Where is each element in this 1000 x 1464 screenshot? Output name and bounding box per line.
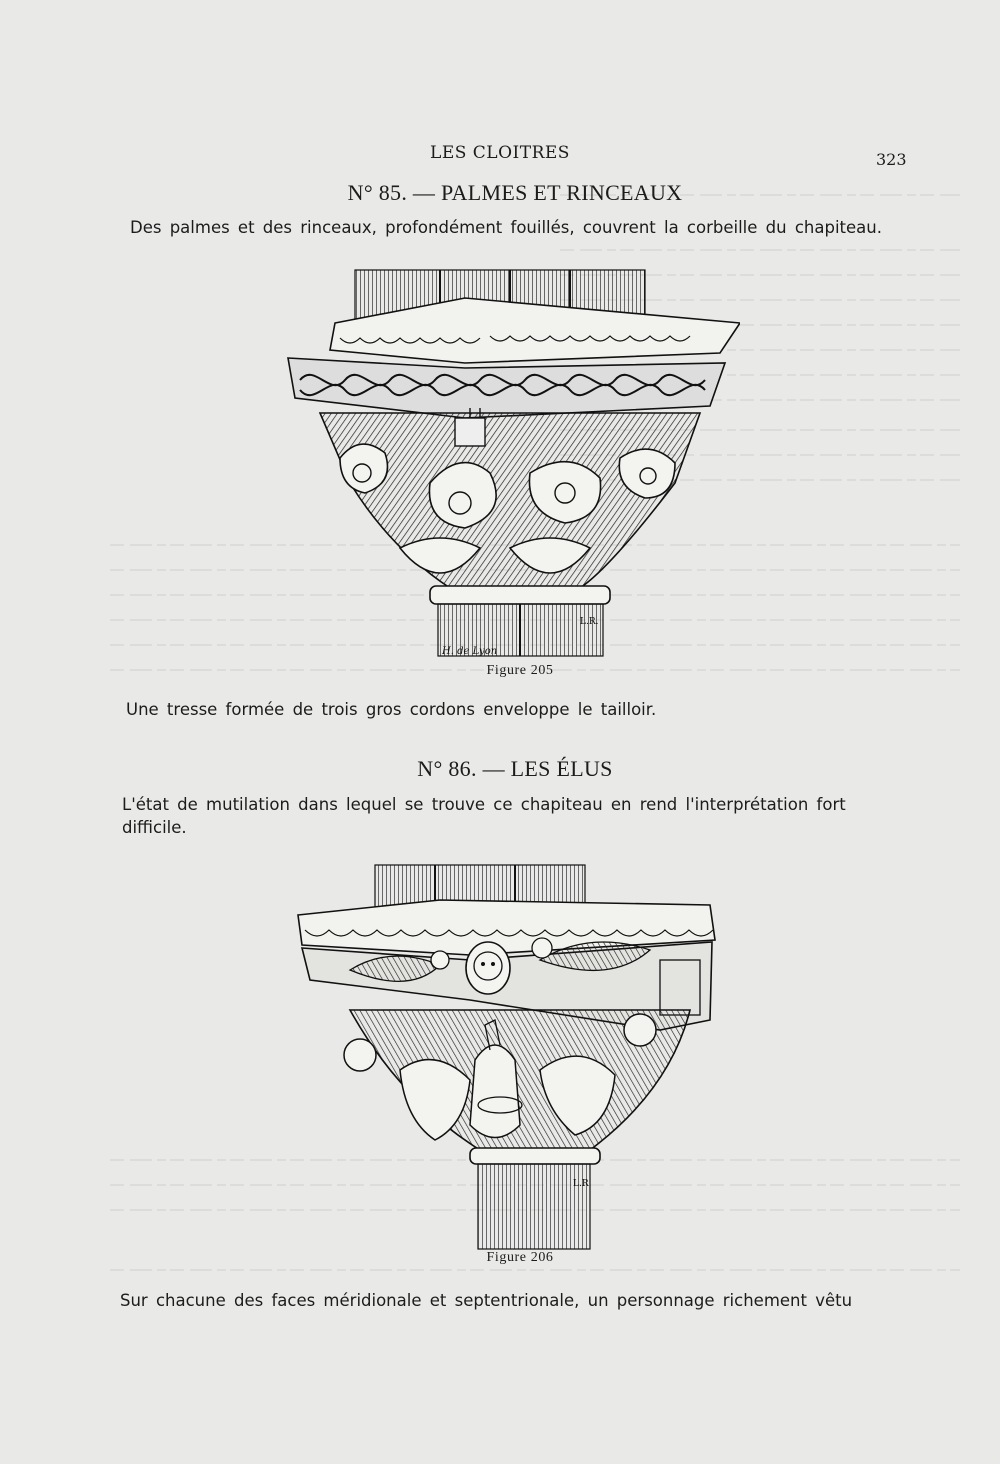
figure-206-monogram: L.R. — [573, 1179, 592, 1189]
figure-205-capital-illustration — [280, 268, 740, 663]
figure-206-caption: Figure 206 — [486, 1250, 554, 1265]
page-number: 323 — [876, 150, 907, 169]
section-86-description: Sur chacune des faces méridionale et septentrionale, un personnage richement vêtu — [120, 1291, 853, 1310]
engraver-signature: H. de Lyon — [442, 646, 498, 657]
figure-205-monogram: L.R. — [580, 617, 599, 627]
figure-205-caption: Figure 205 — [486, 663, 554, 678]
section-86-intro-line-2: difficile. — [122, 818, 187, 837]
section-85-description: Une tresse formée de trois gros cordons enveloppe le tailloir. — [126, 700, 657, 719]
running-head: LES CLOITRES — [430, 143, 570, 163]
figure-206-capital-illustration — [290, 860, 730, 1255]
section-86-intro-line-1: L'état de mutilation dans lequel se trouve ce chapiteau en rend l'interprétation fort — [122, 795, 846, 814]
section-86-title: N° 86. — LES ÉLUS — [417, 756, 613, 781]
section-85-intro: Des palmes et des rinceaux, profondément fouillés, couvrent la corbeille du chapiteau. — [130, 218, 882, 237]
section-85-title: N° 85. — PALMES ET RINCEAUX — [347, 180, 683, 205]
